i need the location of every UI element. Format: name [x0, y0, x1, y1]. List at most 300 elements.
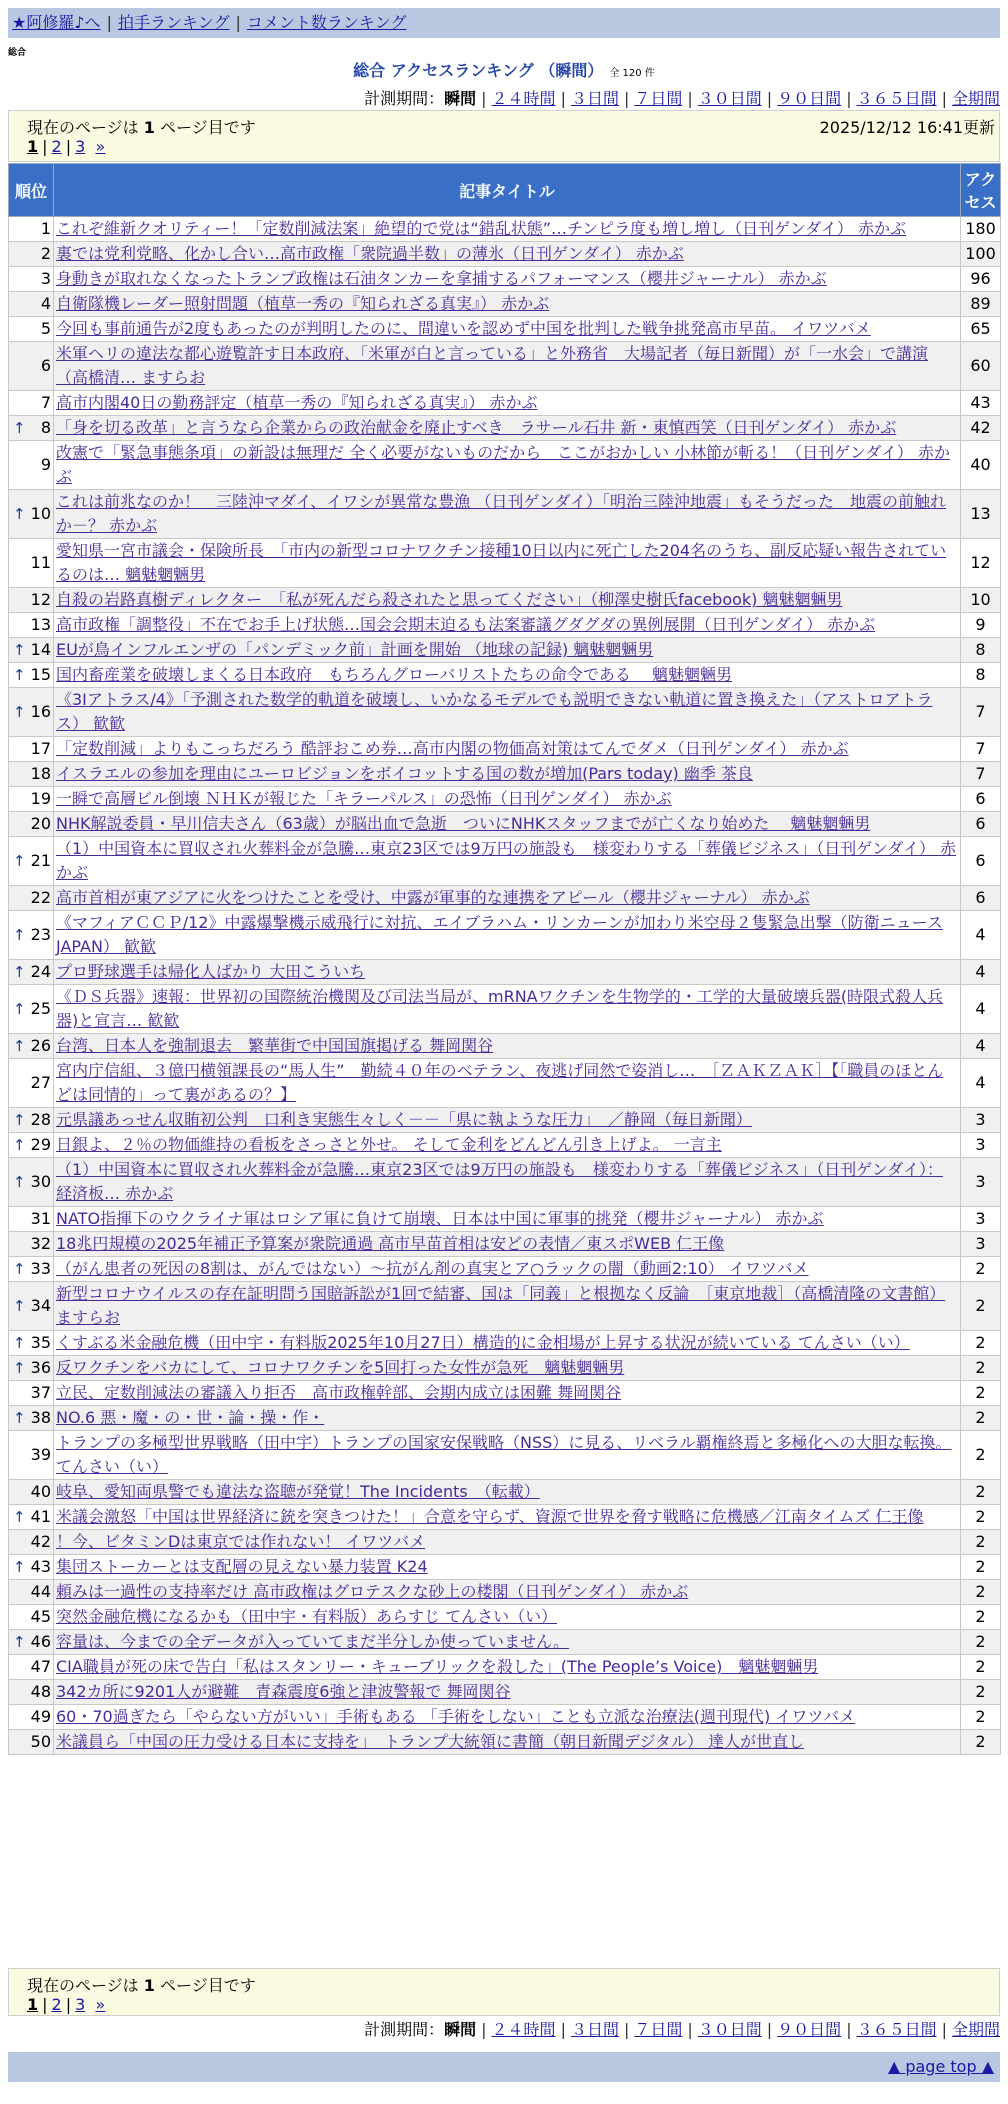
up-arrow-icon: ↑	[13, 1558, 26, 1576]
table-row	[9, 787, 1001, 812]
access-count: 4	[961, 1034, 1001, 1059]
access-count: 42	[961, 416, 1001, 441]
rank-cell	[9, 1730, 54, 1755]
rank-cell	[9, 1555, 54, 1580]
table-row	[9, 217, 1001, 242]
access-count: 2	[961, 1555, 1001, 1580]
title-cell	[54, 391, 961, 416]
title-cell	[54, 911, 961, 960]
article-link[interactable]: 342カ所に9201人が避難 青森震度6強と津波警報で 舞岡関谷	[56, 1682, 511, 1701]
period-link-6[interactable]: 全期間	[951, 2020, 1000, 2039]
rank-number: 17	[30, 739, 51, 758]
page-top-link[interactable]: ▲ page top ▲	[887, 2057, 994, 2076]
page-link-2[interactable]: 2	[51, 137, 62, 156]
up-arrow-icon: ↑	[13, 1111, 26, 1129]
rank-number: 47	[30, 1657, 51, 1676]
title-cell	[54, 1381, 961, 1406]
title-cell	[54, 1505, 961, 1530]
next-page-link[interactable]: »	[95, 137, 106, 156]
article-link[interactable]: 高市内閣40日の勤務評定（植草一秀の『知られざる真実』） 赤かぶ	[56, 393, 538, 412]
access-count: 3	[961, 1232, 1001, 1257]
access-count: 2	[961, 1705, 1001, 1730]
table-row	[9, 1356, 1001, 1381]
period-separator: |	[941, 89, 947, 108]
rank-number: 38	[30, 1408, 51, 1427]
article-link[interactable]: 《ＤＳ兵器》速報：世界初の国際統治機関及び司法当局が、mRNAワクチンを生物学的・工学的大量破壊兵器(時限式殺人兵器)と宣言… 歓歓	[56, 987, 944, 1030]
article-link[interactable]: トランプの多極型世界戦略（田中宇）トランプの国家安保戦略（NSS）に見る、リベラル覇権終焉と多極化への大胆な転換。 てんさい（い）	[56, 1433, 952, 1476]
access-count: 6	[961, 886, 1001, 911]
article-link[interactable]: ！今、ビタミンDは東京では作れない！ イワツバメ	[56, 1532, 426, 1551]
table-row	[9, 837, 1001, 886]
access-count: 65	[961, 317, 1001, 342]
table-row	[9, 416, 1001, 441]
table-row	[9, 1059, 1001, 1108]
rank-number: 14	[30, 640, 51, 659]
title-cell	[54, 1630, 961, 1655]
table-row	[9, 1431, 1001, 1480]
rank-number: 33	[30, 1259, 51, 1278]
article-link[interactable]: これは前兆なのか！ 三陸沖マダイ、イワシが異常な豊漁 （日刊ゲンダイ）「明治三陸沖地震」もそうだった 地震の前触れか－？ 赤かぶ	[56, 492, 947, 535]
article-link[interactable]: 一瞬で高層ビル倒壊 ＮＨＫが報じた「キラーパルス」の恐怖（日刊ゲンダイ） 赤かぶ	[56, 789, 672, 808]
rank-cell	[9, 1630, 54, 1655]
current-page-text: 現在のページは 1 ページ目です	[27, 118, 256, 137]
table-row	[9, 1034, 1001, 1059]
rank-number: 10	[30, 504, 51, 523]
period-separator: |	[481, 2020, 487, 2039]
table-row	[9, 1505, 1001, 1530]
rank-cell	[9, 490, 54, 539]
article-link[interactable]: 改憲で「緊急事態条項」の新設は無理だ 全く必要がないものだから ここがおかしい 小林節が斬る！（日刊ゲンダイ） 赤かぶ	[56, 443, 950, 486]
table-row	[9, 663, 1001, 688]
article-link[interactable]: 18兆円規模の2025年補正予算案が衆院通過 高市早苗首相は安どの表情／東スポWEB 仁王像	[56, 1234, 725, 1253]
pager-separator: |	[42, 137, 48, 156]
period-link-2[interactable]: ７日間	[634, 89, 683, 108]
article-link[interactable]: 立民、定数削減法の審議入り拒否 高市政権幹部、会期内成立は困難 舞岡関谷	[56, 1383, 622, 1402]
access-count: 96	[961, 267, 1001, 292]
rank-number: 26	[30, 1036, 51, 1055]
table-row	[9, 1133, 1001, 1158]
up-arrow-icon: ↑	[13, 1508, 26, 1526]
article-link[interactable]: 宮内庁信組、３億円横領課長の“馬人生” 勤続４０年のベテラン、夜逃げ同然で姿消し… ［ＺＡＫＺＡＫ］【「職員のほとんどは同情的」って裏があるの？】	[56, 1061, 944, 1104]
page-link-1[interactable]: 1	[27, 1995, 39, 2014]
up-arrow-icon: ↑	[13, 641, 26, 659]
table-row	[9, 1705, 1001, 1730]
period-separator: |	[846, 89, 852, 108]
column-header-access: アクセス	[961, 164, 1001, 217]
rank-number: 27	[30, 1073, 51, 1092]
article-link[interactable]: 60・70過ぎたら「やらない方がいい」手術もある 「手術をしない」ことも立派な治療法(週刊現代) イワツバメ	[56, 1707, 856, 1726]
nav-separator: |	[235, 13, 241, 32]
access-count: 8	[961, 663, 1001, 688]
rank-cell	[9, 342, 54, 391]
rank-number: 36	[30, 1358, 51, 1377]
title-cell	[54, 1655, 961, 1680]
table-row	[9, 441, 1001, 490]
rank-cell	[9, 960, 54, 985]
article-link[interactable]: 新型コロナウイルスの存在証明問う国賠訴訟が1回で結審、国は「同義」と根拠なく反論 ［東京地裁］（高橋清隆の文書館） ますらお	[56, 1284, 946, 1327]
article-link[interactable]: 自殺の岩路真樹ディレクター 「私が死んだら殺されたと思ってください」（柳澤史樹氏facebook) 魑魅魍魎男	[56, 590, 843, 609]
table-row	[9, 242, 1001, 267]
rank-cell	[9, 1505, 54, 1530]
rank-number: 34	[30, 1296, 51, 1315]
article-link[interactable]: 《マフィアＣＣＰ/12》中露爆撃機示威飛行に対抗、エイブラハム・リンカーンが加わり米空母２隻緊急出撃（防衛ニュースJAPAN） 歓歓	[56, 913, 943, 956]
article-link[interactable]: プロ野球選手は帰化人ばかり 大田こういち	[56, 962, 366, 981]
pager-separator: |	[65, 137, 72, 156]
title-cell	[54, 1257, 961, 1282]
article-link[interactable]: これぞ維新クオリティー！「定数削減法案」絶望的で党は“錯乱状態”…チンピラ度も増し増し（日刊ゲンダイ） 赤かぶ	[56, 219, 906, 238]
home-link[interactable]: ★阿修羅♪へ	[12, 13, 101, 32]
article-link[interactable]: NHK解説委員・早川信夫さん（63歳）が脳出血で急逝 ついにNHKスタッフまでが亡くなり始めた 魑魅魍魎男	[56, 814, 871, 833]
rank-cell	[9, 1207, 54, 1232]
rank-cell	[9, 1705, 54, 1730]
rank-cell	[9, 292, 54, 317]
period-link-1[interactable]: ３日間	[570, 89, 619, 108]
article-link[interactable]: 裏では党利党略、化かし合い…高市政権「衆院過半数」の薄氷（日刊ゲンダイ） 赤かぶ	[56, 244, 684, 263]
rank-cell	[9, 441, 54, 490]
rank-number: 35	[30, 1333, 51, 1352]
rank-number: 29	[30, 1135, 51, 1154]
article-link[interactable]: （がん患者の死因の8割は、がんではない）～抗がん剤の真実とア○ラックの闇（動画2:10） イワツバメ	[56, 1259, 809, 1278]
period-separator: |	[560, 89, 566, 108]
period-link-1[interactable]: ３日間	[570, 2020, 619, 2039]
rank-cell	[9, 812, 54, 837]
table-row	[9, 812, 1001, 837]
rank-cell	[9, 688, 54, 737]
article-link[interactable]: 高市首相が東アジアに火をつけたことを受け、中露が軍事的な連携をアピール（櫻井ジャーナル） 赤かぶ	[56, 888, 810, 907]
table-row	[9, 688, 1001, 737]
rank-number: 1	[40, 219, 51, 238]
title-cell	[54, 490, 961, 539]
rank-cell	[9, 911, 54, 960]
rank-number: 39	[30, 1445, 51, 1464]
access-count: 4	[961, 985, 1001, 1034]
rank-number: 37	[30, 1383, 51, 1402]
ranking-table	[8, 163, 1001, 1755]
page-link-3[interactable]: 3	[75, 1995, 86, 2014]
period-link-4[interactable]: ９０日間	[777, 89, 842, 108]
access-count: 9	[961, 613, 1001, 638]
article-link[interactable]: 今回も事前通告が2度もあったのが判明したのに、間違いを認めず中国を批判した戦争挑発高市早苗。 イワツバメ	[56, 319, 871, 338]
up-arrow-icon: ↑	[13, 1359, 26, 1377]
period-link-3[interactable]: ３０日間	[697, 2020, 762, 2039]
title-cell	[54, 613, 961, 638]
page-info-top	[8, 110, 1000, 162]
access-count: 2	[961, 1605, 1001, 1630]
rank-number: 24	[30, 962, 51, 981]
page-link-2[interactable]: 2	[51, 1995, 62, 2014]
article-link[interactable]: 容量は、今までの全データが入っていてまだ半分しか使っていません。	[56, 1632, 569, 1651]
table-row	[9, 1730, 1001, 1755]
article-link[interactable]: CIA職員が死の床で告白「私はスタンリー・キューブリックを殺した」(The People’s Voice) 魑魅魍魎男	[56, 1657, 819, 1676]
title-cell	[54, 1108, 961, 1133]
table-row	[9, 1655, 1001, 1680]
title-cell	[54, 737, 961, 762]
article-link[interactable]: 国内畜産業を破壊しまくる日本政府 もちろんグローバリストたちの命令である 魑魅魍魎男	[56, 665, 732, 684]
rank-number: 21	[30, 851, 51, 870]
rank-cell	[9, 1158, 54, 1207]
table-row	[9, 960, 1001, 985]
up-arrow-icon: ↑	[13, 963, 26, 981]
rank-number: 23	[30, 925, 51, 944]
up-arrow-icon: ↑	[13, 1409, 26, 1427]
period-link-0[interactable]: ２４時間	[491, 89, 556, 108]
title-cell	[54, 242, 961, 267]
access-count: 4	[961, 911, 1001, 960]
page-link-3[interactable]: 3	[75, 137, 86, 156]
title-cell	[54, 1059, 961, 1108]
footer-bar	[8, 2052, 1000, 2082]
title-cell	[54, 787, 961, 812]
rank-cell	[9, 1282, 54, 1331]
article-link[interactable]: 愛知県一宮市議会・保険所長 「市内の新型コロナワクチン接種10日以内に死亡した204名のうち、副反応疑い報告されているのは… 魑魅魍魎男	[56, 541, 947, 584]
comment-ranking-link[interactable]: コメント数ランキング	[246, 13, 407, 32]
pagination-top	[27, 137, 105, 156]
title-cell	[54, 1431, 961, 1480]
access-count: 100	[961, 242, 1001, 267]
rank-number: 28	[30, 1110, 51, 1129]
period-link-3[interactable]: ３０日間	[697, 89, 762, 108]
rank-number: 46	[30, 1632, 51, 1651]
up-arrow-icon: ↑	[13, 419, 26, 437]
table-row	[9, 539, 1001, 588]
table-row	[9, 1555, 1001, 1580]
title-cell	[54, 1158, 961, 1207]
rank-number: 48	[30, 1682, 51, 1701]
access-count: 2	[961, 1257, 1001, 1282]
table-row	[9, 391, 1001, 416]
article-link[interactable]: 米議員ら「中国の圧力受ける日本に支持を」 トランプ大統領に書簡（朝日新聞デジタル） 達人が世直し	[56, 1732, 805, 1751]
article-link[interactable]: 高市政権「調整役」不在でお手上げ状態…国会会期末迫るも法案審議グダグダの異例展開（日刊ゲンダイ） 赤かぶ	[56, 615, 876, 634]
rank-cell	[9, 1232, 54, 1257]
up-arrow-icon: ↑	[13, 1334, 26, 1352]
access-count: 2	[961, 1505, 1001, 1530]
rank-number: 2	[40, 244, 51, 263]
table-row	[9, 1108, 1001, 1133]
period-link-4[interactable]: ９０日間	[777, 2020, 842, 2039]
period-link-5[interactable]: ３６５日間	[856, 89, 937, 108]
rank-cell	[9, 985, 54, 1034]
period-link-5[interactable]: ３６５日間	[856, 2020, 937, 2039]
title-cell	[54, 762, 961, 787]
access-count: 2	[961, 1331, 1001, 1356]
rank-cell	[9, 267, 54, 292]
rank-cell	[9, 416, 54, 441]
table-row	[9, 1207, 1001, 1232]
access-count: 8	[961, 638, 1001, 663]
rank-cell	[9, 1108, 54, 1133]
rank-number: 12	[30, 590, 51, 609]
rank-number: 41	[30, 1507, 51, 1526]
rank-number: 4	[40, 294, 51, 313]
up-arrow-icon: ↑	[13, 1633, 26, 1651]
table-row	[9, 1480, 1001, 1505]
rank-cell	[9, 539, 54, 588]
title-cell	[54, 441, 961, 490]
access-count: 40	[961, 441, 1001, 490]
table-row	[9, 1406, 1001, 1431]
title-cell	[54, 1555, 961, 1580]
period-separator: |	[846, 2020, 852, 2039]
rank-cell	[9, 737, 54, 762]
access-count: 10	[961, 588, 1001, 613]
rank-number: 9	[40, 455, 51, 474]
article-link[interactable]: 頼みは一過性の支持率だけ 高市政権はグロテスクな砂上の楼閣（日刊ゲンダイ） 赤かぶ	[56, 1582, 689, 1601]
title-cell	[54, 1480, 961, 1505]
title-cell	[54, 1680, 961, 1705]
rank-number: 18	[30, 764, 51, 783]
title-cell	[54, 985, 961, 1034]
title-cell	[54, 886, 961, 911]
rank-cell	[9, 1059, 54, 1108]
access-count: 13	[961, 490, 1001, 539]
rank-number: 15	[30, 665, 51, 684]
access-count: 3	[961, 1108, 1001, 1133]
article-link[interactable]: 「身を切る改革」と言うなら企業からの政治献金を廃止すべき ラサール石井 新・東慎西笑（日刊ゲンダイ） 赤かぶ	[56, 418, 897, 437]
title-cell	[54, 217, 961, 242]
rank-number: 13	[30, 615, 51, 634]
up-arrow-icon: ↑	[13, 926, 26, 944]
period-link-6[interactable]: 全期間	[951, 89, 1000, 108]
clap-ranking-link[interactable]: 拍手ランキング	[117, 13, 230, 32]
title-cell	[54, 960, 961, 985]
rank-cell	[9, 1655, 54, 1680]
up-arrow-icon: ↑	[13, 703, 26, 721]
rank-cell	[9, 1605, 54, 1630]
rank-number: 8	[40, 418, 51, 437]
title-cell	[54, 663, 961, 688]
column-header-title: 記事タイトル	[54, 164, 961, 217]
pager-separator: |	[65, 1995, 72, 2014]
article-link[interactable]: 《3Iアトラス/4》「予測された数学的軌道を破壊し、いかなるモデルでも説明できない軌道に置き換えた」（アストロアトラス） 歓歓	[56, 690, 933, 733]
title-cell	[54, 812, 961, 837]
article-link[interactable]: （1）中国資本に買収され火葬料金が急騰…東京23区では9万円の施設も 様変わりする「葬儀ビジネス」（日刊ゲンダイ） 赤かぶ	[56, 839, 957, 882]
access-count: 7	[961, 737, 1001, 762]
rank-number: 43	[30, 1557, 51, 1576]
article-link[interactable]: （1）中国資本に買収され火葬料金が急騰…東京23区では9万円の施設も 様変わりする「葬儀ビジネス」（日刊ゲンダイ）：経済板… 赤かぶ	[56, 1160, 943, 1203]
period-link-2[interactable]: ７日間	[634, 2020, 683, 2039]
rank-cell	[9, 391, 54, 416]
access-count: 180	[961, 217, 1001, 242]
access-count: 2	[961, 1282, 1001, 1331]
access-count: 43	[961, 391, 1001, 416]
title-cell	[54, 1605, 961, 1630]
article-link[interactable]: イスラエルの参加を理由にユーロビジョンをボイコットする国の数が増加(Pars today) 幽季 茶良	[56, 764, 753, 783]
rank-cell	[9, 1680, 54, 1705]
access-count: 3	[961, 1158, 1001, 1207]
access-count: 4	[961, 960, 1001, 985]
rank-number: 49	[30, 1707, 51, 1726]
article-link[interactable]: 元県議あっせん収賄初公判 口利き実態生々しく－－「県に執ような圧力」 ／静岡（毎日新聞）	[56, 1110, 752, 1129]
rank-number: 42	[30, 1532, 51, 1551]
table-row	[9, 342, 1001, 391]
period-label: 計測期間：	[364, 89, 445, 108]
up-arrow-icon: ↑	[13, 1136, 26, 1154]
access-count: 12	[961, 539, 1001, 588]
access-count: 2	[961, 1580, 1001, 1605]
article-link[interactable]: 岐阜、愛知両県警でも違法な盗聴が発覚！The Incidents （転載）	[56, 1482, 540, 1501]
access-count: 6	[961, 837, 1001, 886]
access-count: 2	[961, 1381, 1001, 1406]
rank-number: 19	[30, 789, 51, 808]
period-current: 瞬間	[444, 2020, 477, 2039]
article-link[interactable]: 自衛隊機レーダー照射問題（植草一秀の『知られざる真実』） 赤かぶ	[56, 294, 550, 313]
period-separator: |	[623, 2020, 630, 2039]
article-link[interactable]: NO.6 悪・魔・の・世・論・操・作・	[56, 1408, 325, 1427]
title-cell	[54, 539, 961, 588]
rank-cell	[9, 1530, 54, 1555]
rank-cell	[9, 762, 54, 787]
table-row	[9, 1381, 1001, 1406]
period-separator: |	[941, 2020, 947, 2039]
table-row	[9, 1530, 1001, 1555]
period-selector-bottom	[364, 2017, 1000, 2040]
rank-number: 40	[30, 1482, 51, 1501]
title-cell	[54, 1406, 961, 1431]
article-link[interactable]: 米軍ヘリの違法な都心遊覧許す日本政府、「米軍が白と言っている」と外務省 大場記者（毎日新聞）が「一水会」で講演（高橋清… ますらお	[56, 344, 929, 387]
article-link[interactable]: 台湾、日本人を強制退去 繁華街で中国国旗掲げる 舞岡関谷	[56, 1036, 494, 1055]
access-count: 7	[961, 762, 1001, 787]
title-cell	[54, 638, 961, 663]
title-cell	[54, 1580, 961, 1605]
next-page-link[interactable]: »	[95, 1995, 106, 2014]
article-link[interactable]: NATO指揮下のウクライナ軍はロシア軍に負けて崩壊、日本は中国に軍事的挑発（櫻井ジャーナル） 赤かぶ	[56, 1209, 824, 1228]
rank-cell	[9, 613, 54, 638]
title-cell	[54, 317, 961, 342]
article-link[interactable]: 反ワクチンをバカにして、コロナワクチンを5回打った女性が急死 魑魅魍魎男	[56, 1358, 625, 1377]
access-count: 2	[961, 1406, 1001, 1431]
up-arrow-icon: ↑	[13, 1037, 26, 1055]
article-link[interactable]: 日銀よ、２％の物価維持の看板をさっさと外せ。 そして金利をどんどん引き上げよ。 一言主	[56, 1135, 722, 1154]
table-row	[9, 1282, 1001, 1331]
access-count: 2	[961, 1630, 1001, 1655]
up-arrow-icon: ↑	[13, 1000, 26, 1018]
title-cell	[54, 1232, 961, 1257]
current-page-text: 現在のページは 1 ページ目です	[27, 1976, 256, 1995]
period-separator: |	[481, 89, 487, 108]
article-link[interactable]: くすぶる米金融危機（田中宇・有料版2025年10月27日）構造的に金相場が上昇する状況が続いている てんさい（い）	[56, 1333, 910, 1352]
table-row	[9, 1680, 1001, 1705]
access-count: 2	[961, 1431, 1001, 1480]
article-link[interactable]: EUが鳥インフルエンザの「パンデミック前」計画を開始 （地球の記録) 魑魅魍魎男	[56, 640, 654, 659]
article-link[interactable]: 身動きが取れなくなったトランプ政権は石油タンカーを拿捕するパフォーマンス（櫻井ジャーナル） 赤かぶ	[56, 269, 827, 288]
updated-timestamp: 2025/12/12 16:41更新	[819, 118, 995, 137]
period-link-0[interactable]: ２４時間	[491, 2020, 556, 2039]
rank-number: 5	[40, 319, 51, 338]
title-cell	[54, 1356, 961, 1381]
rank-cell	[9, 663, 54, 688]
rank-cell	[9, 1331, 54, 1356]
title-cell	[54, 837, 961, 886]
article-link[interactable]: 米議会激怒「中国は世界経済に銃を突きつけた！」合意を守らず、資源で世界を脅す戦略に危機感／江南タイムズ 仁王像	[56, 1507, 924, 1526]
access-count: 4	[961, 1059, 1001, 1108]
access-count: 3	[961, 1207, 1001, 1232]
page-link-1[interactable]: 1	[27, 137, 39, 156]
title-cell	[54, 1530, 961, 1555]
up-arrow-icon: ↑	[13, 1260, 26, 1278]
title-cell	[54, 342, 961, 391]
rank-number: 7	[40, 393, 51, 412]
access-count: 2	[961, 1730, 1001, 1755]
table-row	[9, 1257, 1001, 1282]
article-link[interactable]: 「定数削減」よりもこっちだろう 酷評おこめ券…高市内閣の物価高対策はてんでダメ（日刊ゲンダイ） 赤かぶ	[56, 739, 849, 758]
category-label: 総合	[8, 48, 27, 58]
rank-cell	[9, 588, 54, 613]
article-link[interactable]: 突然金融危機になるかも（田中宇・有料版）あらすじ てんさい（い）	[56, 1607, 558, 1626]
table-row	[9, 490, 1001, 539]
rank-number: 50	[30, 1732, 51, 1751]
article-link[interactable]: 集団ストーカーとは支配層の見えない暴力装置 K24	[56, 1557, 428, 1576]
period-label: 計測期間：	[364, 2020, 445, 2039]
